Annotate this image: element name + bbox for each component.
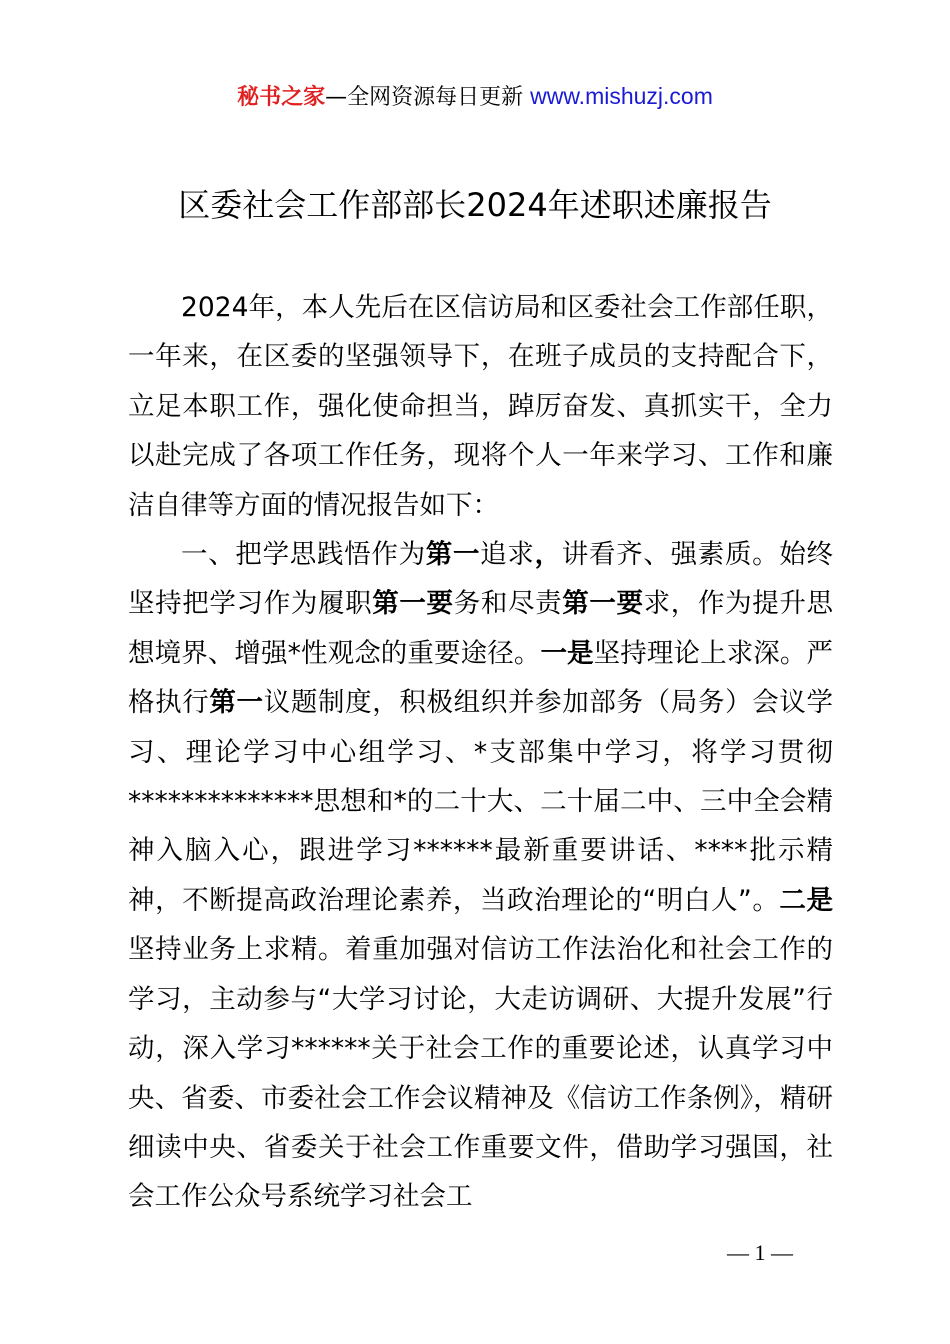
bold-text-run: ， <box>534 539 562 571</box>
text-run: 求，作为提升思想境界、增强*性观念的重要途径。 <box>128 588 834 669</box>
site-header <box>0 80 950 114</box>
paragraph-intro: 2024年，本人先后在区信访局和区委社会工作部任职，一年来，在区委的坚强领导下，在班子成员的支持配合下，立足本职工作，强化使命担当，踔厉奋发、真抓实干，全力以赴完成了各项工作任务，现将个人一年来学习、工作和廉洁自律等方面的情况报告如下： <box>128 292 833 521</box>
bold-text-run: 第一 <box>425 539 481 571</box>
text-run: 议题制度，积极组织并参加部务（局务）会议学习、理论学习中心组学习、*支部集中学习，将学习贯彻**************思想和*的二十大、二十届二中、三中全会精神入脑入心，跟进学习******最新重要讲话、****批示精神，不断提高政治理论素养，当政治理论的“明白人”。 <box>128 687 834 916</box>
bold-text-run: 一是 <box>540 637 594 669</box>
text-run: 务和尽责 <box>453 588 563 620</box>
page-number: — 1 — <box>727 1240 793 1265</box>
site-url-link[interactable]: www.mishuzj.com <box>530 83 713 109</box>
text-run: 坚持业务上求精。着重加强对信访工作法治化和社会工作的学习，主动参与“大学习讨论，大走访调研、大提升发展”行动，深入学习******关于社会工作的重要论述，认真学习中央、省委、市委社会工作会议精神及《信访工作条例》，精研细读中央、省委关于社会工作重要文件，借助学习强国，社会工作公众号系统学习社会工 <box>128 934 833 1213</box>
bold-text-run: 二是 <box>779 884 833 916</box>
document-title: 区委社会工作部部长2024年述职述廉报告 <box>178 186 772 224</box>
text-run: 追求 <box>480 539 535 571</box>
text-run: 坚持理论上求深。严格执行 <box>128 637 834 719</box>
document-body <box>128 283 833 1222</box>
bold-text-run: 第一要 <box>372 588 454 620</box>
brand-name: 秘书之家 <box>237 85 326 110</box>
text-run: 一、把学思践悟作为 <box>181 539 426 571</box>
bold-text-run: 第一要 <box>562 588 644 620</box>
bold-text-run: 第一 <box>209 687 264 719</box>
text-run: 讲看齐、强素质。始终坚持把学习作为履职 <box>128 539 834 620</box>
site-tagline: —全网资源每日更新 <box>325 85 531 110</box>
paragraph-section-one <box>128 530 833 1222</box>
